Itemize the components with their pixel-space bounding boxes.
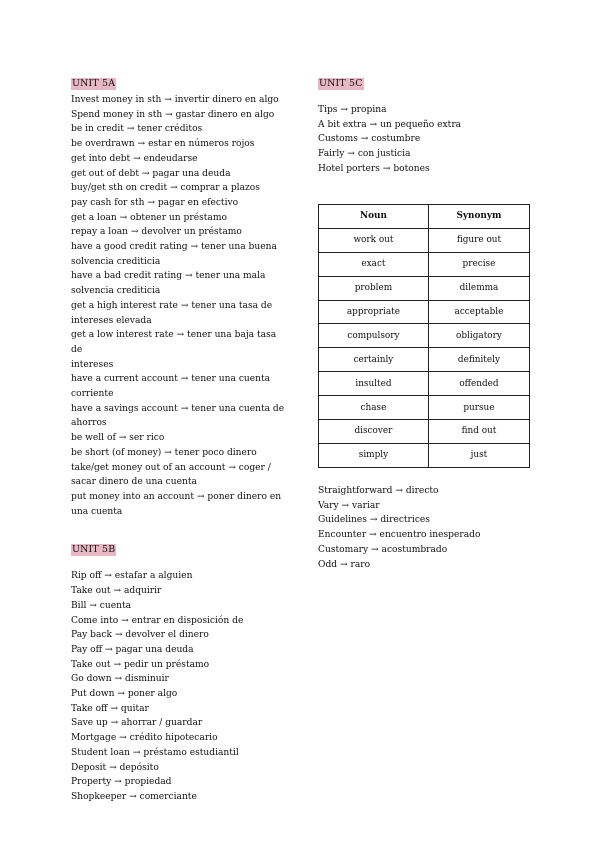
table-cell: work out <box>319 228 429 252</box>
right-column <box>318 71 530 177</box>
unit-5a-list <box>71 93 286 519</box>
list-item: ahorros <box>71 418 107 429</box>
list-item: Customary → acostumbrado <box>318 544 448 555</box>
list-item: Put down → poner algo <box>71 689 178 700</box>
list-item: intereses elevada <box>71 315 152 326</box>
list-item: take/get money out of an account → coger / <box>71 462 271 473</box>
table-cell: chase <box>319 396 429 420</box>
table-cell: precise <box>428 252 529 276</box>
table-cell: discover <box>319 420 429 444</box>
table-row <box>319 420 530 444</box>
table-cell: insulted <box>319 372 429 396</box>
table-cell: acceptable <box>428 300 529 324</box>
list-item: Guidelines → directrices <box>318 515 430 526</box>
list-item: get a low interest rate → tener una baja tasa de <box>71 330 277 355</box>
list-item: get a high interest rate → tener una tasa de <box>71 300 273 311</box>
list-item: buy/get sth on credit → comprar a plazos <box>71 183 260 194</box>
list-item: repay a loan → devolver un préstamo <box>71 227 242 238</box>
table-cell: compulsory <box>319 324 429 348</box>
table-cell: find out <box>428 420 529 444</box>
synonym-table <box>318 204 530 468</box>
table-cell: dilemma <box>428 276 529 300</box>
list-item: Hotel porters → botones <box>318 163 430 174</box>
list-item: sacar dinero de una cuenta <box>71 477 197 488</box>
list-item: intereses <box>71 359 114 370</box>
table-row <box>319 396 530 420</box>
list-item: Invest money in sth → invertir dinero en algo <box>71 95 279 105</box>
table-header-noun: Noun <box>319 205 429 229</box>
table-cell: certainly <box>319 348 429 372</box>
list-item: Straightforward → directo <box>318 486 439 496</box>
list-item: Property → propiedad <box>71 777 172 788</box>
table-cell: appropriate <box>319 300 429 324</box>
list-item: Deposit → depósito <box>71 762 159 773</box>
table-header-synonym: Synonym <box>428 205 529 229</box>
table-cell: obligatory <box>428 324 529 348</box>
table-cell: exact <box>319 252 429 276</box>
list-item: A bit extra → un pequeño extra <box>318 119 462 130</box>
list-item: Bill → cuenta <box>71 600 132 611</box>
list-item: have a bad credit rating → tener una mala <box>71 271 266 282</box>
table-row <box>319 372 530 396</box>
list-item: pay cash for sth → pagar en efectivo <box>71 197 239 208</box>
list-item: Customs → costumbre <box>318 134 421 145</box>
table-cell: just <box>428 443 529 467</box>
list-item: Rip off → estafar a alguien <box>71 571 193 582</box>
table-cell: offended <box>428 372 529 396</box>
list-item: solvencia crediticia <box>71 256 161 267</box>
unit-5c-list <box>318 103 530 177</box>
unit-5a-title: UNIT 5A <box>72 78 116 89</box>
after-table-list <box>318 484 530 572</box>
list-item: Fairly → con justicia <box>318 149 411 160</box>
list-item: Save up → ahorrar / guardar <box>71 718 203 729</box>
list-item: put money into an account → poner dinero en <box>71 491 282 502</box>
table-cell: pursue <box>428 396 529 420</box>
list-item: Take off → quitar <box>71 703 149 714</box>
list-item: have a current account → tener una cuenta <box>71 374 271 385</box>
list-item: be short (of money) → tener poco dinero <box>71 447 257 458</box>
list-item: Shopkeeper → comerciante <box>71 791 197 802</box>
left-column <box>71 71 286 805</box>
unit-5c-title: UNIT 5C <box>319 78 363 89</box>
list-item: get into debt → endeudarse <box>71 153 198 164</box>
list-item: Spend money in sth → gastar dinero en algo <box>71 109 275 120</box>
list-item: solvencia crediticia <box>71 286 161 297</box>
list-item: Student loan → préstamo estudiantil <box>71 747 239 758</box>
table-row <box>319 348 530 372</box>
list-item: Pay back → devolver el dinero <box>71 630 209 641</box>
list-item: corriente <box>71 389 114 400</box>
table-row <box>319 324 530 348</box>
list-item: get out of debt → pagar una deuda <box>71 168 231 179</box>
list-item: una cuenta <box>71 506 123 517</box>
table-cell: definitely <box>428 348 529 372</box>
table-row <box>319 443 530 467</box>
list-item: Tips → propina <box>318 105 387 115</box>
list-item: be overdrawn → estar en números rojos <box>71 139 255 150</box>
list-item: be in credit → tener créditos <box>71 124 203 135</box>
list-item: have a savings account → tener una cuenta de <box>71 403 285 414</box>
unit-5b-title: UNIT 5B <box>72 544 116 556</box>
list-item: Mortgage → crédito hipotecario <box>71 733 218 744</box>
list-item: have a good credit rating → tener una buena <box>71 242 277 253</box>
table-row <box>319 300 530 324</box>
list-item: Pay off → pagar una deuda <box>71 644 194 655</box>
table-row <box>319 276 530 300</box>
table-header-row <box>319 205 530 229</box>
table-cell: simply <box>319 443 429 467</box>
list-item: Take out → adquirir <box>71 586 162 597</box>
table-cell: figure out <box>428 228 529 252</box>
list-item: Go down → disminuir <box>71 674 169 685</box>
table-row <box>319 228 530 252</box>
table-row <box>319 252 530 276</box>
list-item: Vary → variar <box>318 500 380 511</box>
after-table-vocabulary <box>318 484 530 572</box>
list-item: Encounter → encuentro inesperado <box>318 530 481 541</box>
list-item: be well of → ser rico <box>71 433 165 444</box>
list-item: Take out → pedir un préstamo <box>71 659 210 670</box>
list-item: Odd → raro <box>318 559 371 570</box>
list-item: get a loan → obtener un préstamo <box>71 212 227 223</box>
list-item: Come into → entrar en disposición de <box>71 615 244 626</box>
unit-5b-list <box>71 569 286 804</box>
table-cell: problem <box>319 276 429 300</box>
